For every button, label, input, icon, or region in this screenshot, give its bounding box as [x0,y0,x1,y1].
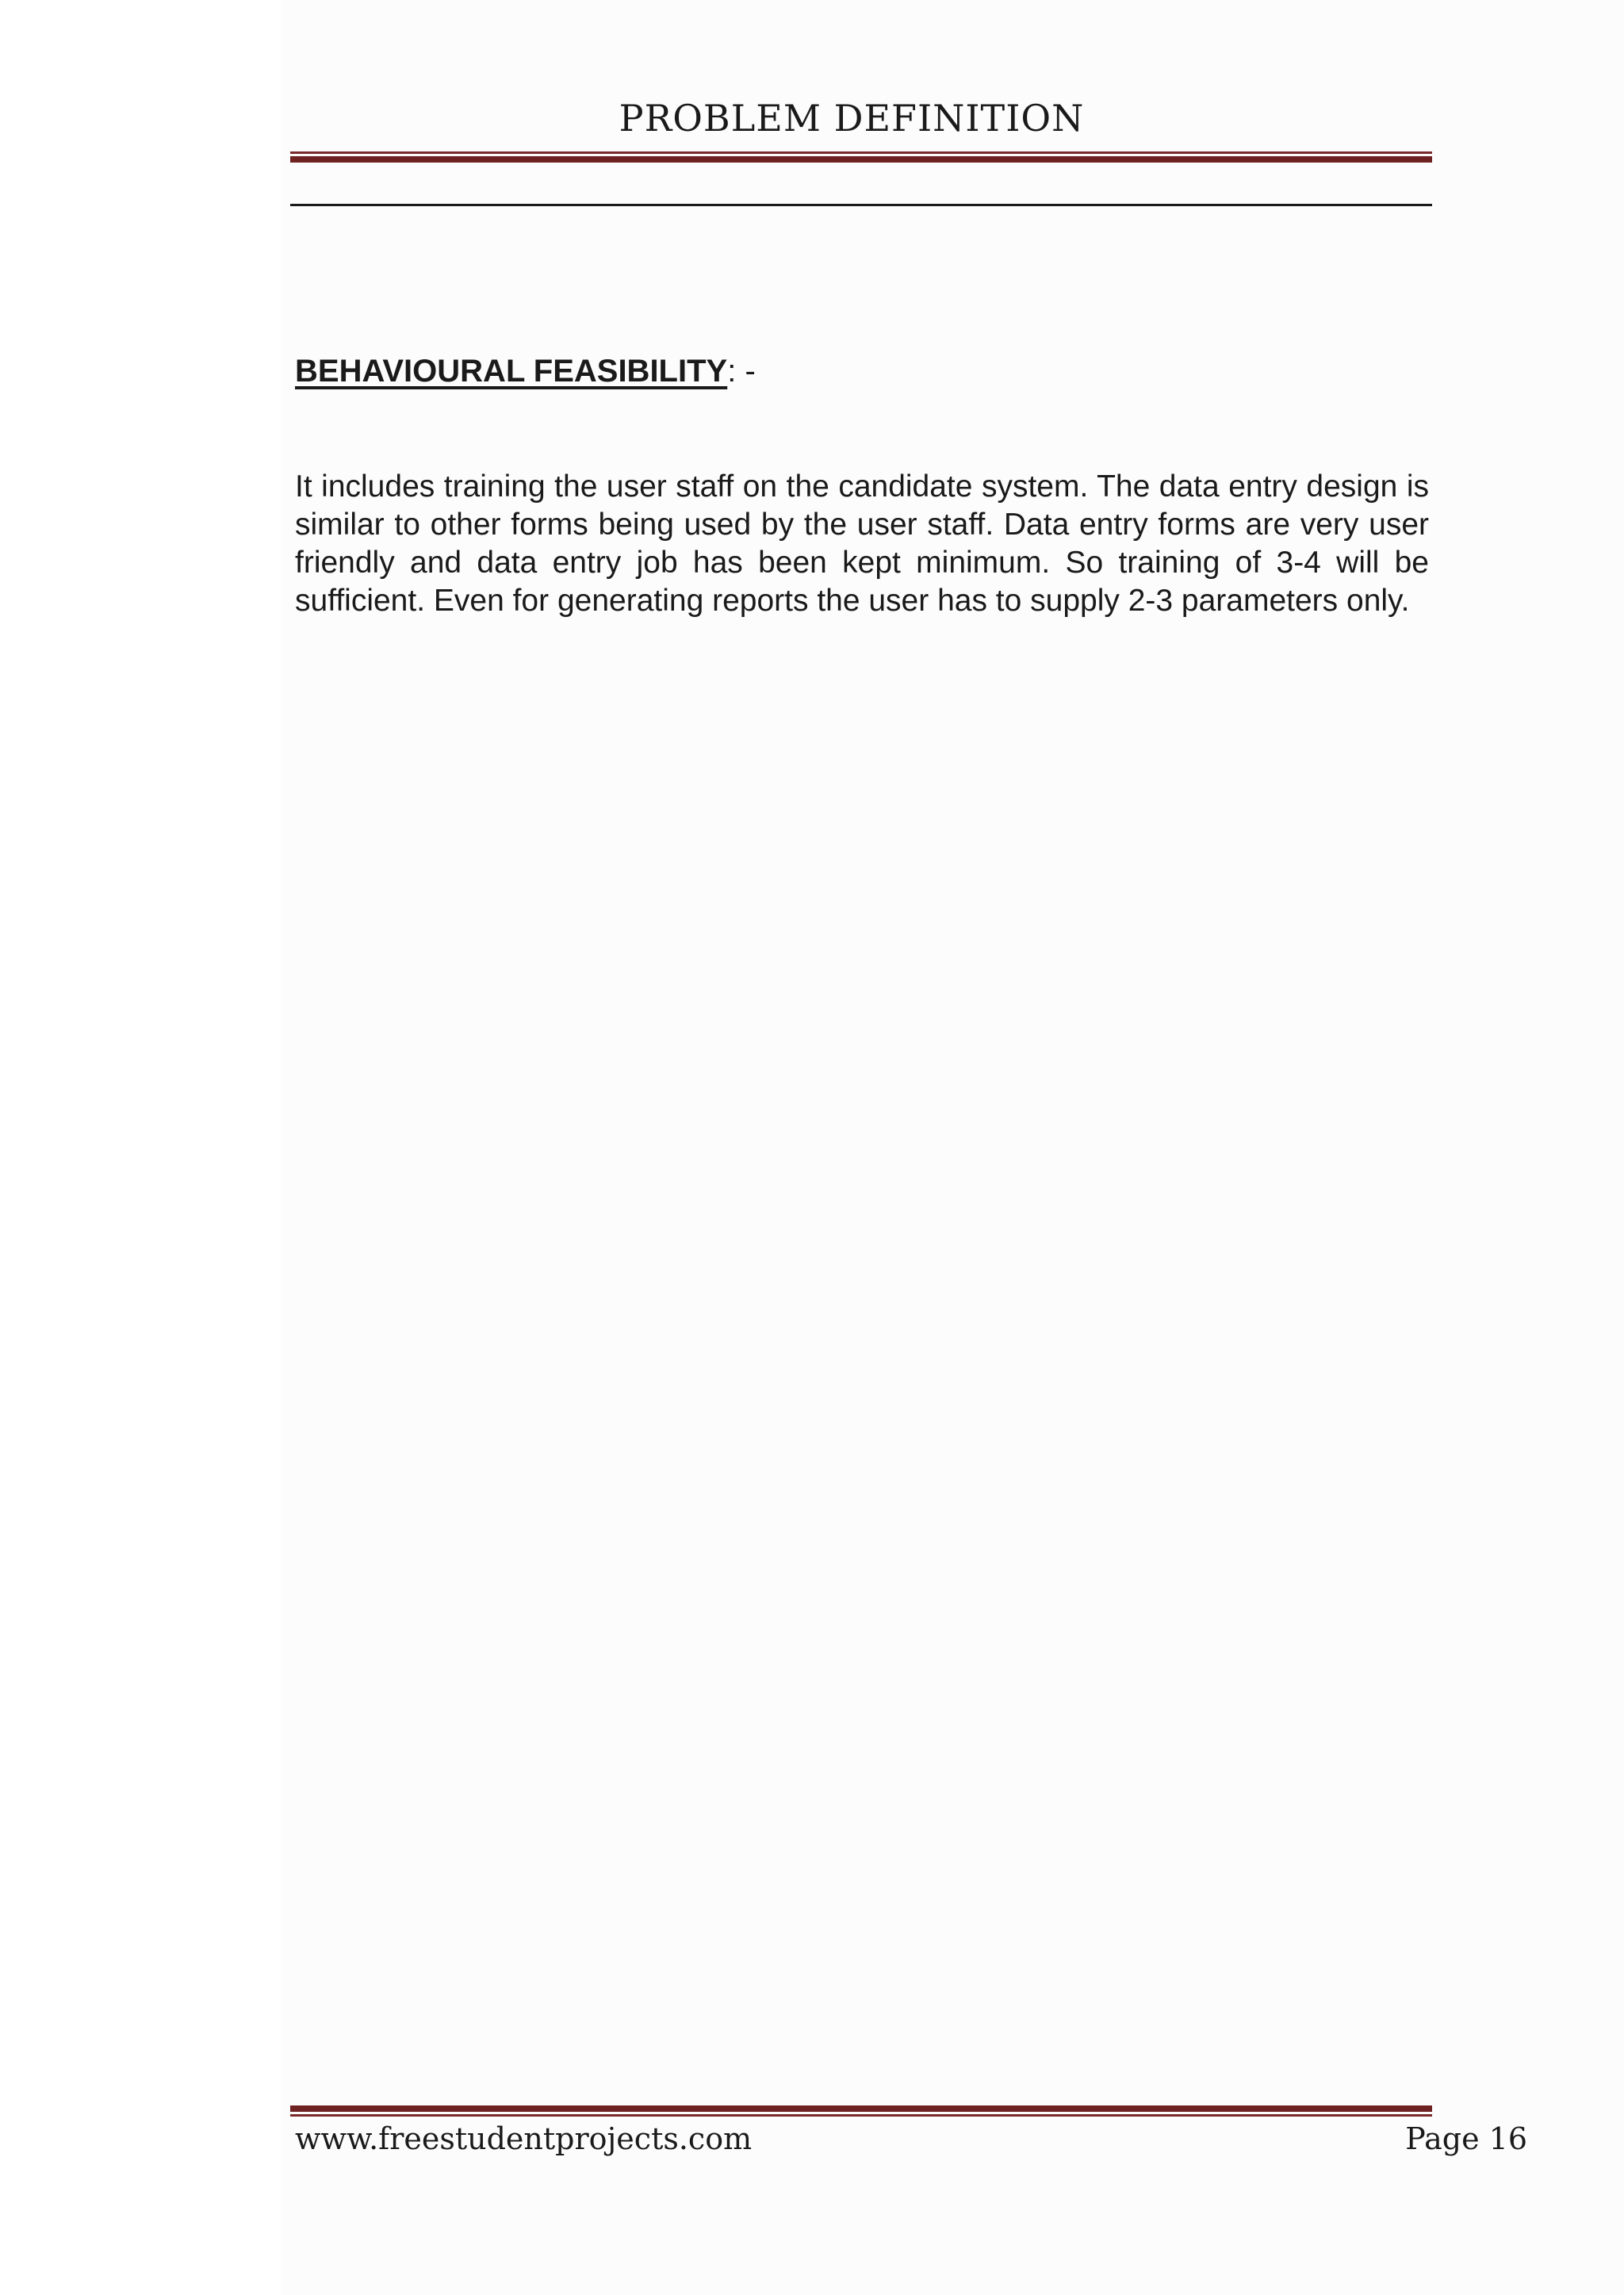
header-rule-thin [290,151,1432,154]
header-rule-thick [290,156,1432,163]
header-double-rule [290,151,1432,163]
footer-rule-thick [290,2105,1432,2112]
section-paragraph: It includes training the user staff on the candidate system. The data entry design is similar to other forms being used by the user staff. Data entry forms are very user friendly and data entry job has been kept minimum. So training of 3-4 will be sufficient. Even for generating reports the user has to supply 2-3 parameters only. [295,469,1429,618]
footer-website: www.freestudentprojects.com [295,2121,753,2156]
footer-rule-thin [290,2114,1432,2117]
section-heading-suffix: : - [727,354,756,389]
header-divider [290,204,1432,206]
footer-double-rule [290,2105,1432,2117]
page-header-title: PROBLEM DEFINITION [619,97,1085,140]
section-heading [295,354,756,389]
content-panel [281,0,1624,2295]
footer-page-number: Page 16 [1405,2121,1527,2156]
section-heading-title: BEHAVIOURAL FEASIBILITY [295,354,728,389]
